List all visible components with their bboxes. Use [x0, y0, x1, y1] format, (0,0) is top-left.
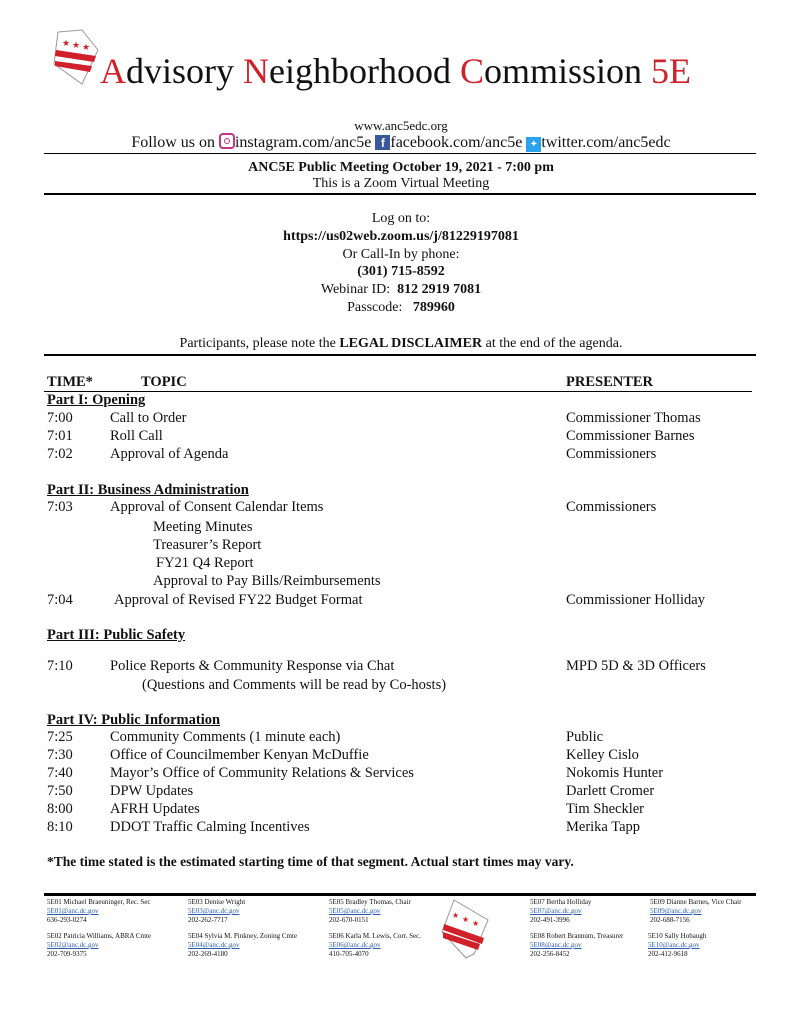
item-time: 7:30	[47, 747, 73, 763]
callin-phone: (301) 715-8592	[357, 264, 445, 279]
commissioner-name: 5E07 Bertha Holliday	[530, 898, 592, 906]
commissioner-card	[188, 932, 297, 959]
item-time: 7:00	[47, 410, 73, 426]
item-topic: DDOT Traffic Calming Incentives	[110, 819, 310, 835]
commissioner-card	[648, 932, 706, 959]
instagram-link[interactable]: instagram.com/anc5e	[234, 134, 372, 151]
commissioner-email[interactable]: 5E10@anc.dc.gov	[648, 941, 700, 949]
item-time: 7:01	[47, 428, 73, 444]
commissioner-phone: 202-491-3996	[530, 916, 570, 924]
section-title: Part III: Public Safety	[47, 627, 186, 643]
item-presenter: Commissioners	[566, 499, 657, 515]
facebook-link[interactable]: facebook.com/anc5e	[390, 134, 523, 151]
time-footnote: *The time stated is the estimated starting time of that segment. Actual start times may vary.	[47, 854, 574, 869]
item-presenter: Darlett Cromer	[566, 783, 655, 799]
item-presenter: Merika Tapp	[566, 819, 641, 835]
commissioner-name: 5E02 Patricia Williams, ABRA Cmte	[47, 932, 152, 940]
commissioner-name: 5E08 Robert Brannum, Treasurer	[530, 932, 624, 940]
commissioner-name: 5E06 Karla M. Lewis, Corr. Sec.	[329, 932, 421, 940]
commissioner-card	[329, 932, 421, 959]
dc-map-flag-footer	[440, 898, 490, 960]
item-presenter: Commissioner Holliday	[566, 592, 705, 608]
header-topic: TOPIC	[141, 374, 187, 390]
item-topic: Approval of Agenda	[110, 446, 229, 462]
item-time: 7:03	[47, 499, 73, 515]
meeting-title: ANC5E Public Meeting October 19, 2021 - 7:00 pm	[248, 160, 554, 175]
item-presenter: Tim Sheckler	[566, 801, 645, 817]
item-topic: Community Comments (1 minute each)	[110, 729, 341, 745]
item-topic: Office of Councilmember Kenyan McDuffie	[110, 747, 369, 763]
social-links	[0, 133, 802, 152]
item-presenter: Commissioners	[566, 446, 657, 462]
commissioner-email[interactable]: 5E08@anc.dc.gov	[530, 941, 582, 949]
item-time: 8:10	[47, 819, 73, 835]
disclaimer-pre: Participants, please note the	[179, 336, 336, 351]
commissioner-card	[47, 932, 151, 959]
commissioner-email[interactable]: 5E06@anc.dc.gov	[329, 941, 381, 949]
follow-label: Follow us on	[131, 134, 215, 151]
dc-map-flag-logo	[52, 28, 100, 86]
police-note: (Questions and Comments will be read by Co-hosts)	[142, 677, 447, 693]
consent-subitem: Meeting Minutes	[153, 519, 253, 535]
item-time: 7:10	[47, 658, 73, 674]
twitter-link[interactable]: twitter.com/anc5edc	[541, 134, 671, 151]
title-text: ommission	[483, 51, 652, 91]
svg-text:★: ★	[472, 919, 480, 928]
disclaimer-note	[0, 336, 802, 352]
commissioner-email[interactable]: 5E04@anc.dc.gov	[188, 941, 240, 949]
item-time: 7:02	[47, 446, 73, 462]
header-underline	[44, 391, 752, 392]
commissioner-email[interactable]: 5E07@anc.dc.gov	[530, 907, 582, 915]
item-time: 7:04	[47, 592, 73, 608]
commissioner-phone: 202-256-8452	[530, 950, 570, 958]
commissioner-name: 5E09 Dianne Barnes, Vice Chair	[650, 898, 742, 906]
twitter-icon: ✦	[526, 137, 541, 152]
item-presenter: Commissioner Thomas	[566, 410, 701, 426]
item-presenter: MPD 5D & 3D Officers	[566, 658, 706, 674]
svg-text:★: ★	[72, 40, 81, 50]
title-cap: N	[243, 51, 269, 91]
commissioner-card	[329, 898, 411, 925]
commissioner-email[interactable]: 5E03@anc.dc.gov	[188, 907, 240, 915]
commissioner-phone: 202-412-9618	[648, 950, 688, 958]
item-time: 8:00	[47, 801, 73, 817]
commissioner-card	[530, 898, 591, 925]
svg-text:★: ★	[452, 911, 460, 920]
webinar-line	[0, 282, 802, 298]
title-cap: C	[459, 51, 484, 91]
zoom-url[interactable]: https://us02web.zoom.us/j/81229197081	[283, 229, 519, 244]
commissioner-email[interactable]: 5E01@anc.dc.gov	[47, 907, 99, 915]
section-title: Part I: Opening	[47, 392, 146, 408]
item-topic: Call to Order	[110, 410, 187, 426]
commissioner-phone: 202-688-7156	[650, 916, 690, 924]
webinar-label: Webinar ID:	[320, 282, 391, 297]
divider	[44, 193, 756, 195]
meeting-subtitle: This is a Zoom Virtual Meeting	[312, 176, 490, 191]
callin-label: Or Call-In by phone:	[342, 247, 460, 262]
disclaimer-post: at the end of the agenda.	[485, 336, 623, 351]
commissioner-phone: 202-670-0151	[329, 916, 369, 924]
commissioner-phone: 410-705-4070	[329, 950, 369, 958]
facebook-icon: f	[375, 135, 390, 150]
commissioner-phone: 202-709-9375	[47, 950, 87, 958]
divider	[44, 153, 756, 154]
logon-label: Log on to:	[371, 211, 431, 226]
commissioner-name: 5E03 Denise Wright	[188, 898, 246, 906]
item-time: 7:40	[47, 765, 73, 781]
header-time: TIME*	[47, 374, 93, 390]
commissioner-card	[47, 898, 151, 925]
passcode-label: Passcode:	[347, 300, 403, 315]
commissioner-card	[650, 898, 741, 925]
header-presenter: PRESENTER	[566, 374, 654, 390]
title-text: eighborhood	[269, 51, 460, 91]
item-topic: Mayor’s Office of Community Relations & Services	[110, 765, 414, 781]
commissioner-name: 5E01 Michael Braeuninger, Rec. Sec	[47, 898, 151, 906]
commissioner-phone: 202-269-4180	[188, 950, 228, 958]
item-time: 7:25	[47, 729, 73, 745]
item-topic: DPW Updates	[110, 783, 194, 799]
commissioner-name: 5E04 Sylvia M. Pinkney, Zoning Cmte	[188, 932, 298, 940]
item-topic: Roll Call	[110, 428, 163, 444]
svg-text:★: ★	[62, 38, 71, 48]
commissioner-card	[530, 932, 623, 959]
commissioner-card	[188, 898, 245, 925]
section-title: Part IV: Public Information	[47, 712, 221, 728]
svg-text:★: ★	[462, 915, 470, 924]
item-topic: AFRH Updates	[110, 801, 200, 817]
title-cap: 5E	[651, 51, 692, 91]
item-topic: Approval of Revised FY22 Budget Format	[114, 592, 363, 608]
title-cap: A	[100, 51, 126, 91]
divider	[44, 354, 756, 356]
svg-text:★: ★	[82, 42, 91, 52]
website-link[interactable]: www.anc5edc.org	[354, 118, 448, 133]
passcode-line	[0, 300, 802, 316]
webinar-id: 812 2919 7081	[397, 282, 482, 297]
consent-subitem: FY21 Q4 Report	[156, 555, 254, 571]
item-presenter: Public	[566, 729, 604, 745]
item-presenter: Commissioner Barnes	[566, 428, 695, 444]
section-title: Part II: Business Administration	[47, 482, 249, 498]
item-presenter: Kelley Cislo	[566, 747, 639, 763]
commission-title	[100, 50, 691, 92]
item-topic: Approval of Consent Calendar Items	[110, 499, 324, 515]
passcode: 789960	[412, 300, 455, 315]
item-topic: Police Reports & Community Response via Chat	[110, 658, 395, 674]
commissioner-email[interactable]: 5E05@anc.dc.gov	[329, 907, 381, 915]
commissioner-phone: 636-293-0274	[47, 916, 87, 924]
instagram-icon	[219, 133, 235, 149]
commissioner-name: 5E05 Bradley Thomas, Chair	[329, 898, 411, 906]
item-time: 7:50	[47, 783, 73, 799]
disclaimer-bold: LEGAL DISCLAIMER	[339, 336, 483, 351]
commissioner-email[interactable]: 5E09@anc.dc.gov	[650, 907, 702, 915]
consent-subitem: Approval to Pay Bills/Reimbursements	[153, 573, 381, 589]
title-text: dvisory	[126, 51, 243, 91]
item-presenter: Nokomis Hunter	[566, 765, 664, 781]
consent-subitem: Treasurer’s Report	[153, 537, 262, 553]
footer-divider	[44, 893, 756, 896]
commissioner-name: 5E10 Sally Hobaugh	[648, 932, 707, 940]
commissioner-email[interactable]: 5E02@anc.dc.gov	[47, 941, 99, 949]
commissioner-phone: 202-262-7717	[188, 916, 228, 924]
